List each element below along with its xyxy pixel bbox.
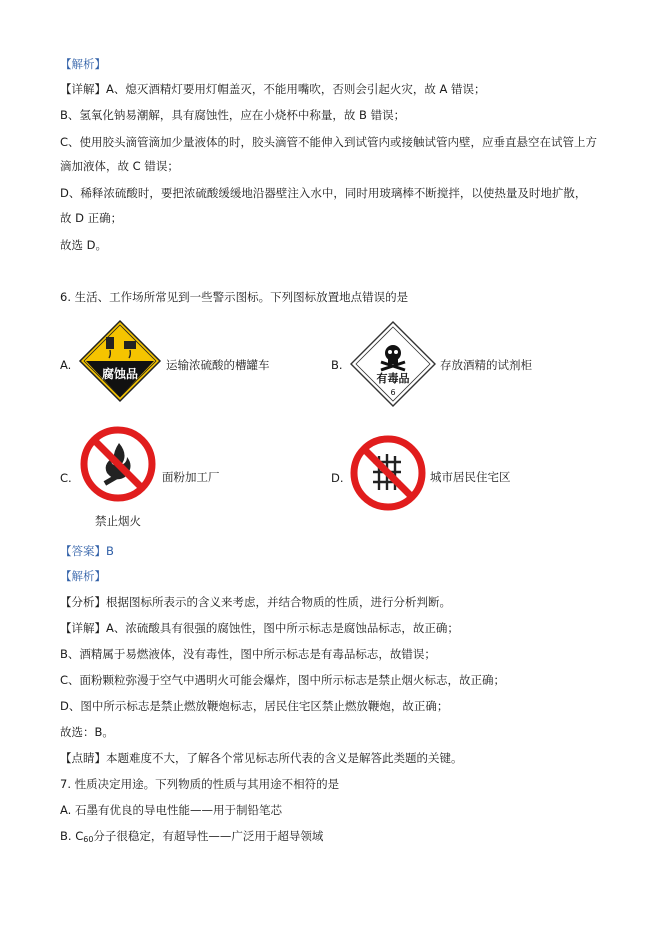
- q6-detail-a: 【详解】A、浓硫酸具有很强的腐蚀性，图中所示标志是腐蚀品标志，故正确；: [60, 621, 459, 635]
- corrosive-sign-icon: [78, 319, 162, 403]
- point-tag: 【点睛】: [60, 751, 106, 765]
- analysis-tag: 【分析】: [60, 595, 106, 609]
- detail-line-a: 【详解】A、熄灭酒精灯要用灯帽盖灭，不能用嘴吹，否则会引起火灾，故 A 错误；: [60, 82, 486, 96]
- option-b-text: 存放酒精的试剂柜: [440, 358, 532, 372]
- q6-detail-b: B、酒精属于易燃液体，没有毒性，图中所示标志是有毒品标志，故错误；: [60, 647, 436, 661]
- no-firecracker-sign-icon: [349, 434, 427, 512]
- q6-detail-d: D、图中所示标志是禁止燃放鞭炮标志，居民住宅区禁止燃放鞭炮，故正确；: [60, 699, 449, 713]
- option-c-letter: C.: [60, 471, 72, 485]
- toxic-sign-icon: [349, 320, 437, 408]
- question-7-stem: 7. 性质决定用途。下列物质的性质与其用途不相符的是: [60, 777, 340, 791]
- toxic-sign-label: 有毒品: [376, 372, 410, 385]
- detail-line-c2: 滴加液体，故 C 错误；: [60, 159, 179, 173]
- c60-subscript: 60: [83, 835, 94, 844]
- question-6-stem: 6. 生活、工作场所常见到一些警示图标。下列图标放置地点错误的是: [60, 290, 409, 304]
- detail-tag-2: 【详解】: [60, 621, 106, 635]
- choice-line: 故选 D。: [60, 238, 108, 252]
- q6-choice: 故选：B。: [60, 725, 114, 739]
- point-line: 【点睛】本题难度不大，了解各个常见标志所代表的含义是解答此类题的关键。: [60, 751, 463, 765]
- option-d-text: 城市居民住宅区: [430, 470, 511, 484]
- detail-line-d1: D、稀释浓硫酸时，要把浓硫酸缓缓地沿器壁注入水中，同时用玻璃棒不断搅拌，以使热量及时地扩散，: [60, 186, 587, 200]
- answer-line: 【答案】B: [60, 544, 114, 558]
- option-c-text: 面粉加工厂: [162, 470, 220, 484]
- detail-line-c1: C、使用胶头滴管滴加少量液体的时，胶头滴管不能伸入到试管内或接触试管内壁，应垂直悬空在试管上方: [60, 135, 598, 149]
- option-b-letter: B.: [331, 358, 343, 372]
- option-c-caption: 禁止烟火: [95, 514, 141, 528]
- question-7-option-b: B. $C_{60}$分子很稳定，有超导性——广泛用于超导领域: [60, 829, 324, 844]
- corrosive-sign-label: 腐蚀品: [101, 367, 139, 381]
- detail-line-d2: 故 D 正确；: [60, 211, 123, 225]
- option-a-letter: A.: [60, 358, 72, 372]
- no-fire-sign-icon: [79, 425, 157, 503]
- analysis-heading: 【解析】: [60, 57, 106, 71]
- analysis-line: 【分析】根据图标所表示的含义来考虑，并结合物质的性质，进行分析判断。: [60, 595, 451, 609]
- detail-line-b: B、氢氧化钠易潮解，具有腐蚀性，应在小烧杯中称量，故 B 错误；: [60, 108, 406, 122]
- option-d-letter: D.: [331, 471, 344, 485]
- option-a-text: 运输浓硫酸的槽罐车: [166, 358, 270, 372]
- q6-detail-c: C、面粉颗粒弥漫于空气中遇明火可能会爆炸，图中所示标志是禁止烟火标志，故正确；: [60, 673, 506, 687]
- question-7-option-a: A. 石墨有优良的导电性能——用于制铅笔芯: [60, 803, 282, 817]
- analysis-heading-2: 【解析】: [60, 569, 106, 583]
- detail-tag: 【详解】: [60, 82, 106, 96]
- toxic-sign-number: 6: [390, 388, 396, 397]
